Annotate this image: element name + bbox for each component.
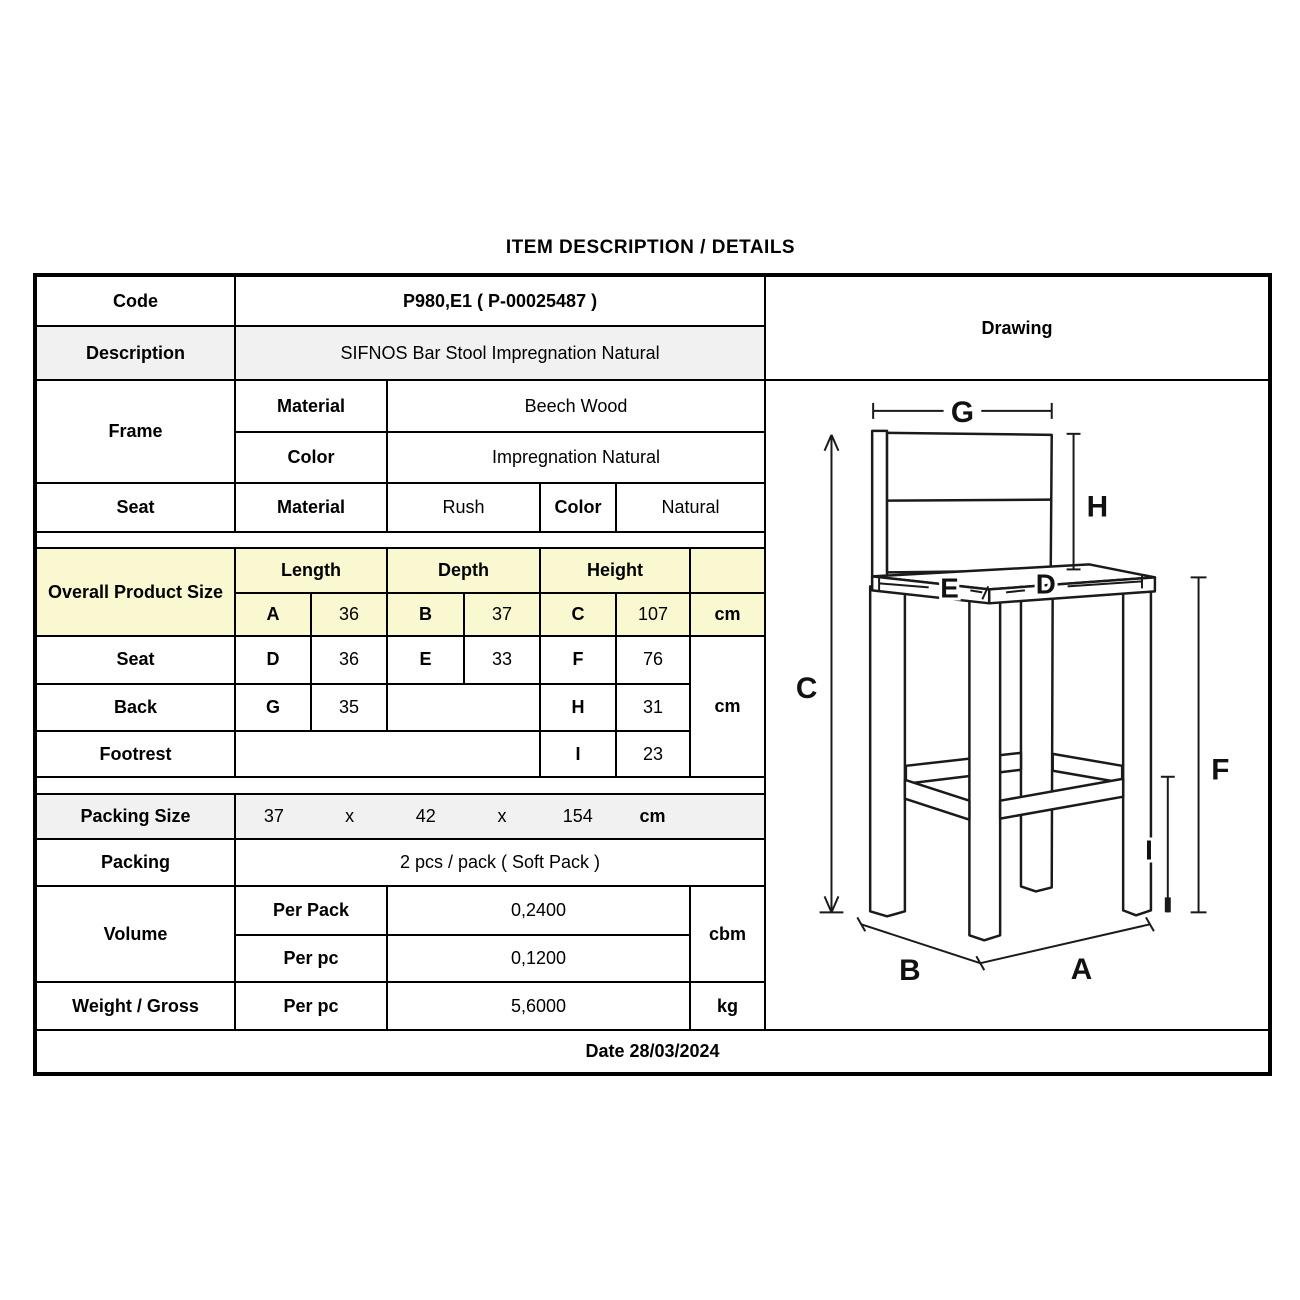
dim-key-g: G — [235, 684, 311, 731]
dim-label-H: H — [1086, 490, 1108, 524]
weight-label: Weight / Gross — [35, 982, 235, 1030]
weight-value: 5,6000 — [387, 982, 690, 1030]
dim-label-G: G — [950, 395, 974, 429]
packing-size-v2: 42 — [415, 806, 436, 827]
footrest-rail-front-left — [904, 780, 968, 820]
dim-label-C: C — [795, 671, 817, 706]
volume-unit: cbm — [690, 886, 765, 982]
dim-label-E: E — [939, 572, 959, 604]
footrest-rail-front-right — [1000, 779, 1123, 819]
footrest-dims-empty — [235, 731, 540, 777]
seat-dims-label: Seat — [35, 636, 235, 685]
packing-size-values — [235, 794, 765, 839]
volume-per-pc-label: Per pc — [235, 935, 387, 982]
dims-unit: cm — [690, 636, 765, 778]
dim-key-i: I — [540, 731, 616, 777]
dim-label-F: F — [1210, 753, 1230, 787]
page-title: ITEM DESCRIPTION / DETAILS — [505, 237, 796, 258]
packing-size-label: Packing Size — [35, 794, 235, 839]
length-header: Length — [235, 548, 387, 593]
stool-right-leg — [1123, 587, 1151, 915]
date-row — [35, 1030, 1270, 1074]
depth-header: Depth — [387, 548, 540, 593]
weight-unit: kg — [690, 982, 765, 1030]
dim-line-A — [980, 924, 1150, 963]
drawing-header: Drawing — [765, 275, 1270, 380]
backrest-midline — [887, 500, 1051, 501]
volume-per-pack-label: Per Pack — [235, 886, 387, 935]
spec-table — [33, 273, 1272, 1076]
seat-color-value: Natural — [616, 483, 765, 532]
code-label: Code — [35, 275, 235, 326]
spacer-cell — [35, 532, 765, 548]
volume-label: Volume — [35, 886, 235, 982]
dim-line-B — [861, 924, 980, 963]
overall-unit: cm — [690, 593, 765, 636]
frame-color-value: Impregnation Natural — [387, 432, 765, 483]
dim-val-g: 35 — [311, 684, 387, 731]
volume-per-pack-value: 0,2400 — [387, 886, 690, 935]
backrest-panel — [887, 433, 1052, 573]
dim-val-i: 23 — [616, 731, 690, 777]
back-dims-empty — [387, 684, 540, 731]
code-value: P980,E1 ( P-00025487 ) — [235, 275, 765, 326]
stool-back-leg — [1021, 577, 1053, 891]
description-label: Description — [35, 326, 235, 380]
dim-val-f: 76 — [616, 636, 690, 685]
dim-val-e: 33 — [464, 636, 540, 685]
dim-val-b: 37 — [464, 593, 540, 636]
packing-size-x1: x — [345, 806, 355, 827]
packing-label: Packing — [35, 839, 235, 886]
overall-size-label: Overall Product Size — [35, 548, 235, 636]
dim-key-d: D — [235, 636, 311, 685]
frame-color-label: Color — [235, 432, 387, 483]
footrest-rail-back-left — [905, 753, 1020, 784]
dim-val-c: 107 — [616, 593, 690, 636]
dim-key-e: E — [387, 636, 464, 685]
seat-material-label: Material — [235, 483, 387, 532]
dim-label-B: B — [898, 954, 921, 988]
dim-key-f: F — [540, 636, 616, 685]
stool-left-leg — [870, 585, 905, 916]
weight-per-pc-label: Per pc — [235, 982, 387, 1030]
stool-front-leg — [969, 597, 1000, 940]
dim-val-a: 36 — [311, 593, 387, 636]
packing-value: 2 pcs / pack ( Soft Pack ) — [235, 839, 765, 886]
footrest-rail-back-right — [1052, 754, 1121, 783]
backrest-left-post — [872, 431, 887, 583]
drawing-cell — [765, 380, 1270, 1030]
dim-key-a: A — [235, 593, 311, 636]
overall-unit-spacer — [690, 548, 765, 593]
seat-color-label: Color — [540, 483, 616, 532]
footrest-dims-label: Footrest — [35, 731, 235, 777]
frame-label: Frame — [35, 380, 235, 483]
packing-size-unit: cm — [639, 806, 666, 827]
back-dims-label: Back — [35, 684, 235, 731]
frame-material-row — [35, 380, 1270, 432]
description-value: SIFNOS Bar Stool Impregnation Natural — [235, 326, 765, 380]
code-row — [35, 275, 1270, 326]
dim-key-h: H — [540, 684, 616, 731]
dim-val-h: 31 — [616, 684, 690, 731]
seat-label: Seat — [35, 483, 235, 532]
volume-per-pc-value: 0,1200 — [387, 935, 690, 982]
dim-key-b: B — [387, 593, 464, 636]
packing-size-v1: 37 — [263, 806, 284, 827]
stool-drawing — [767, 381, 1268, 1024]
spacer-cell-2 — [35, 777, 765, 794]
seat-material-value: Rush — [387, 483, 540, 532]
frame-material-label: Material — [235, 380, 387, 432]
height-header: Height — [540, 548, 690, 593]
frame-material-value: Beech Wood — [387, 380, 765, 432]
date-cell: Date 28/03/2024 — [35, 1030, 1270, 1074]
packing-size-x2: x — [497, 806, 507, 827]
dim-label-A: A — [1070, 953, 1092, 987]
dim-label-D: D — [1035, 568, 1056, 600]
dim-key-c: C — [540, 593, 616, 636]
dim-label-I: I — [1144, 834, 1153, 866]
packing-size-v3: 154 — [562, 806, 593, 827]
dim-val-d: 36 — [311, 636, 387, 685]
